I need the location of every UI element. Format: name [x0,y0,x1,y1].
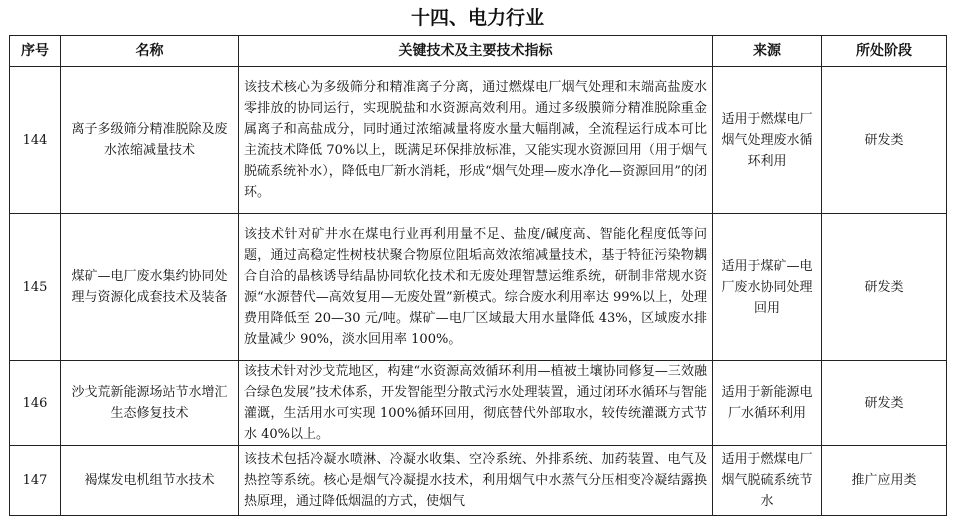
row-source: 适用于煤矿—电厂废水协同处理回用 [713,214,822,361]
row-source: 适用于燃煤电厂烟气处理废水循环利用 [713,67,822,214]
row-source: 适用于燃煤电厂烟气脱硫系统节水 [713,446,822,516]
technology-table [9,35,947,516]
row-name: 沙戈荒新能源场站节水增汇生态修复技术 [61,361,239,446]
table-row [10,361,947,446]
row-tech: 该技术针对沙戈荒地区，构建“水资源高效循环利用—植被土壤协同修复—三效融合绿色发展”技术体系，开发智能型分散式污水处理装置，通过闭环水循环与智能灌溉，生活用水可实现 100%循环回用，彻底替代外部取水，较传统灌溉方式节水 40%以上。 [239,361,713,446]
row-stage: 研发类 [822,67,947,214]
row-name: 褐煤发电机组节水技术 [61,446,239,516]
row-name: 离子多级筛分精准脱除及废水浓缩减量技术 [61,67,239,214]
row-num: 144 [10,67,61,214]
row-stage: 推广应用类 [822,446,947,516]
row-name: 煤矿—电厂废水集约协同处理与资源化成套技术及装备 [61,214,239,361]
row-tech: 该技术包括冷凝水喷淋、冷凝水收集、空冷系统、外排系统、加药装置、电气及热控等系统。核心是烟气冷凝提水技术，利用烟气中水蒸气分压相变冷凝结露换热原理，通过降低烟温的方式，使烟气 [239,446,713,516]
header-name: 名称 [61,36,239,67]
header-source: 来源 [713,36,822,67]
row-stage: 研发类 [822,214,947,361]
section-title: 十四、电力行业 [410,7,544,29]
header-stage: 所处阶段 [822,36,947,67]
row-num: 147 [10,446,61,516]
table-row [10,446,947,516]
table-row [10,214,947,361]
row-tech: 该技术核心为多级筛分和精准离子分离，通过燃煤电厂烟气处理和末端高盐废水零排放的协同运行，实现脱盐和水资源高效利用。通过多级膜筛分精准脱除重金属离子和高盐成分，同时通过浓缩减量将废水量大幅削减，全流程运行成本可比主流技术降低 70%以上，既满足环保排放标准，又能实现水资源回用（用于烟气脱硫系统补水），降低电厂新水消耗，形成“烟气处理—废水净化—资源回用”的闭环。 [239,67,713,214]
row-source: 适用于新能源电厂水循环利用 [713,361,822,446]
row-tech: 该技术针对矿井水在煤电行业再利用量不足、盐度/碱度高、智能化程度低等问题，通过高稳定性树枝状聚合物原位阻垢高效浓缩减量技术，基于特征污染物耦合自洽的晶核诱导结晶协同软化技术和无废处理智慧运维系统，研制非常规水资源“水源替代—高效复用—无废处置”新模式。综合废水利用率达 99%以上，处理费用降低至 20—30 元/吨。煤矿—电厂区域最大用水量降低 43%，区域废水排放量减少 90%，淡水回用率 100%。 [239,214,713,361]
row-num: 145 [10,214,61,361]
header-tech: 关键技术及主要技术指标 [239,36,713,67]
table-header-row [10,36,947,67]
table-row [10,67,947,214]
row-stage: 研发类 [822,361,947,446]
row-num: 146 [10,361,61,446]
header-num: 序号 [10,36,61,67]
